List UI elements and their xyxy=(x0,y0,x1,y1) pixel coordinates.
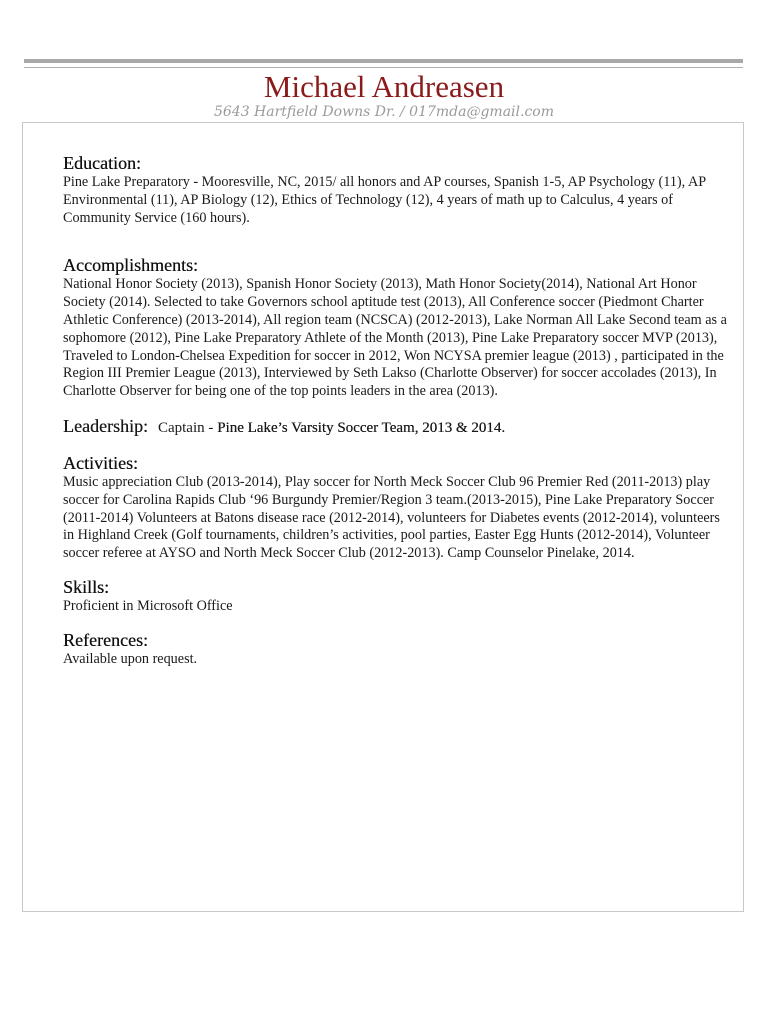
references-text: Available upon request. xyxy=(63,650,198,667)
education-heading: Education: xyxy=(63,153,141,173)
resume-name: Michael Andreasen xyxy=(263,69,505,104)
leadership-suffix: . xyxy=(501,419,506,436)
leadership-line xyxy=(63,415,731,439)
skills-heading: Skills: xyxy=(63,576,110,597)
skills-section xyxy=(63,576,731,616)
references-heading: References: xyxy=(63,629,148,650)
skills-text: Proficient in Microsoft Office xyxy=(63,597,233,614)
leadership-heading: Leadership: xyxy=(63,415,148,436)
activities-heading: Activities: xyxy=(63,452,138,473)
leadership-text: Pine Lake’s Varsity Soccer Team, 2013 & 2014 xyxy=(217,419,502,436)
references-section xyxy=(63,629,731,669)
leadership-prefix: Captain - xyxy=(157,419,218,436)
activities-section xyxy=(63,452,731,563)
accomplishments-heading: Accomplishments: xyxy=(63,255,198,276)
education-text: Pine Lake Preparatory - Mooresville, NC, 2015/ all honors and AP courses, Spanish 1-5, AP Psychology (11), AP Environmental (11), AP Biology (12), Ethics of Technology (12), 4 years of math up to Calculus, 4 years of Community Service (160 hours). xyxy=(63,174,706,226)
leadership-section xyxy=(63,415,731,439)
resume-content xyxy=(63,152,731,669)
activities-text: Music appreciation Club (2013-2014), Play soccer for North Meck Soccer Club 96 Premier Red (2011-2013) play soccer for Carolina Rapids Club ‘96 Burgundy Premier/Region 3 team.(2013-2015), Pine Lake Preparatory Soccer (2011-2014) Volunteers at Batons disease race (2012-2014), volunteers for Diabetes events (2012-2014), volunteers in Highland Creek (Golf tournaments, children’s activities, pool parties, Easter Egg Hunts (2012-2014), Volunteer soccer referee at AYSO and North Meck Soccer Club (2012-2013). Camp Counselor Pinelake, 2014. xyxy=(63,473,720,562)
header-rule-thick xyxy=(24,59,743,63)
accomplishments-text: National Honor Society (2013), Spanish Honor Society (2013), Math Honor Society(2014), National Art Honor Society (2014). Selected to take Governors school aptitude test (2013), All Conference soccer (Piedmont Charter Athletic Conference) (2013-2014), All region team (NCSCA) (2012-2013), Lake Norman All Lake Second team as a sophomore (2012), Pine Lake Preparatory Athlete of the Month (2013), Pine Lake Preparatory soccer MVP (2013), Traveled to London-Chelsea Expedition for soccer in 2012, Won NCYSA premier league (2013) , participated in the Region III Premier League (2013), Interviewed by Seth Lakso (Charlotte Observer) for soccer accolades (2013), In Charlotte Observer for being one of the top points leaders in the area (2013). xyxy=(63,276,727,400)
education-section xyxy=(63,152,731,227)
accomplishments-section xyxy=(63,254,731,401)
contact-line: 5643 Hartfield Downs Dr. / 017mda@gmail.com xyxy=(213,104,555,120)
